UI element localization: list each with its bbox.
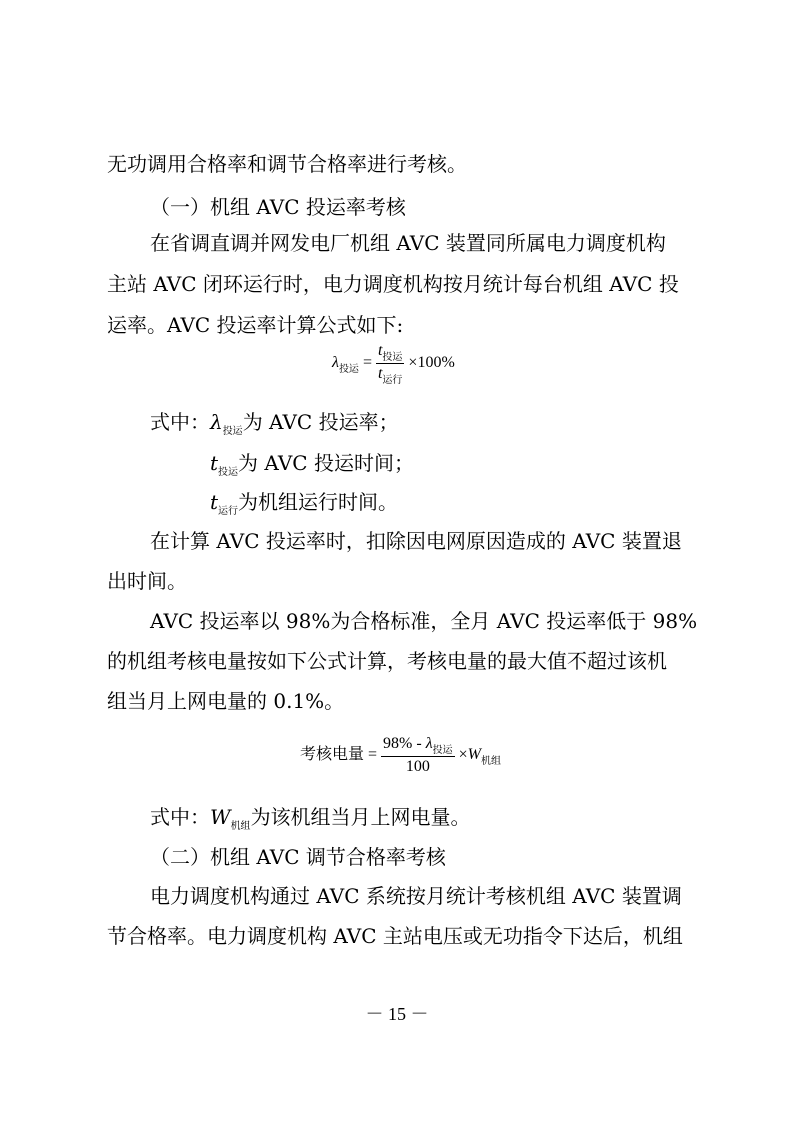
page-number: － 15 － (365, 1004, 429, 1024)
paragraph-line: 主站 AVC 闭环运行时，电力调度机构按月统计每台机组 AVC 投 (107, 272, 679, 296)
w-subscript: 机组 (481, 756, 501, 768)
definition-line (210, 449, 794, 482)
paragraph-line: 的机组考核电量按如下公式计算，考核电量的最大值不超过该机 (107, 649, 667, 673)
paragraph-line: 出时间。 (107, 569, 187, 593)
fraction (376, 342, 404, 385)
formula-availability-rate (332, 342, 455, 385)
fraction-denominator: 100 (405, 758, 430, 775)
formula-lhs: 考核电量 (300, 746, 365, 764)
paragraph-line: 无功调用合格率和调节合格率进行考核。 (107, 152, 467, 176)
paragraph-line: 电力调度机构通过 AVC 系统按月统计考核机组 AVC 装置调 (150, 884, 682, 908)
equals-sign: = (368, 746, 378, 764)
t-subscript: 运行 (382, 375, 403, 386)
paragraph-line: 在计算 AVC 投运率时，扣除因电网原因造成的 AVC 装置退 (150, 529, 682, 553)
fraction-denominator (376, 364, 404, 385)
definition-prefix: 式中： (150, 410, 210, 434)
t-subscript: 投运 (218, 467, 239, 478)
w-subscript: 机组 (230, 821, 251, 832)
lambda-subscript: 投运 (338, 364, 359, 376)
paragraph-line: AVC 投运率以 98%为合格标准，全月 AVC 投运率低于 98% (150, 609, 698, 633)
section-heading-2: （二）机组 AVC 调节合格率考核 (150, 845, 446, 869)
lambda-subscript: 投运 (432, 745, 453, 756)
lambda-symbol: λ (332, 354, 339, 372)
paragraph-line: 节合格率。电力调度机构 AVC 主站电压或无功指令下达后，机组 (107, 924, 683, 948)
w-symbol: W (467, 746, 481, 764)
t-symbol: t (377, 342, 383, 359)
fraction-numerator (376, 342, 404, 364)
t-symbol: t (377, 365, 383, 382)
definition-text: 为机组运行时间。 (238, 490, 399, 514)
lambda-subscript: 投运 (222, 426, 243, 437)
fraction-numerator (381, 735, 455, 757)
definition-line (150, 803, 740, 836)
equals-sign: = (362, 354, 372, 372)
definition-text: 为 AVC 投运率； (242, 410, 399, 434)
definition-text: 为 AVC 投运时间； (238, 451, 414, 475)
lambda-symbol: λ (425, 735, 433, 752)
definition-prefix: 式中： (150, 805, 210, 829)
definition-line (210, 488, 794, 521)
t-symbol: t (210, 451, 219, 475)
times-sign: × (458, 746, 468, 764)
paragraph-line: 运率。AVC 投运率计算公式如下: (107, 313, 404, 337)
definition-text: 为该机组当月上网电量。 (250, 805, 471, 829)
section-heading-1: （一）机组 AVC 投运率考核 (150, 195, 406, 219)
paragraph-line: 组当月上网电量的 0.1%。 (107, 689, 345, 713)
formula-tail: ×100% (408, 354, 455, 372)
t-subscript: 投运 (382, 352, 403, 363)
numerator-text: 98% - (383, 735, 426, 752)
lambda-symbol: λ (210, 410, 223, 434)
formula-assessment-energy (300, 735, 501, 776)
paragraph-line: 在省调直调并网发电厂机组 AVC 装置同所属电力调度机构 (150, 231, 666, 255)
t-subscript: 运行 (218, 506, 239, 517)
fraction (381, 735, 455, 776)
t-symbol: t (210, 490, 219, 514)
definition-line (150, 408, 740, 441)
w-symbol: W (210, 805, 231, 829)
